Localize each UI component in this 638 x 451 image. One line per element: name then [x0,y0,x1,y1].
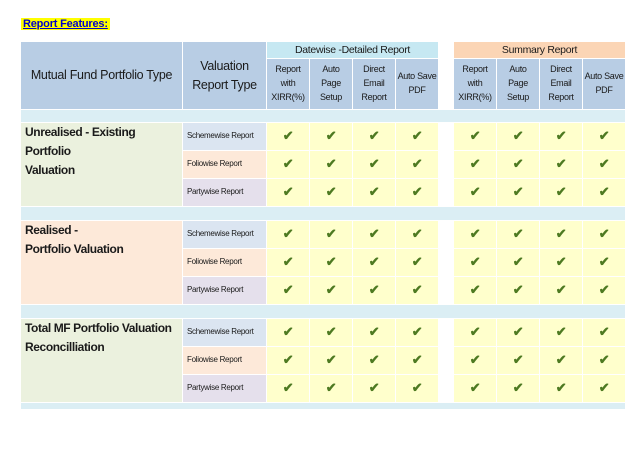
check-mark-icon: ✔ [454,249,497,277]
column-gap [439,151,454,179]
check-mark-icon: ✔ [583,151,626,179]
check-mark-icon: ✔ [540,123,583,151]
check-mark-icon: ✔ [454,221,497,249]
sub-header-pdf: Auto Save PDF [396,59,439,110]
check-mark-icon: ✔ [583,277,626,305]
report-features-table [21,42,624,414]
check-mark-icon: ✔ [583,347,626,375]
group-total-title: Total MF Portfolio Valuation Reconcilliation [21,319,183,403]
check-mark-icon: ✔ [396,179,439,207]
check-mark-icon: ✔ [497,249,540,277]
report-label-foliowise: Foliowise Report [183,249,267,277]
check-mark-icon: ✔ [310,249,353,277]
check-mark-icon: ✔ [396,375,439,403]
check-mark-icon: ✔ [396,277,439,305]
check-mark-icon: ✔ [497,319,540,347]
sub-header-email: Direct Email Report [353,59,396,110]
report-label-schemewise: Schemewise Report [183,221,267,249]
sub-header-page-setup: Auto Page Setup [497,59,540,110]
check-mark-icon: ✔ [396,249,439,277]
check-mark-icon: ✔ [583,375,626,403]
check-mark-icon: ✔ [454,375,497,403]
column-gap [439,347,454,375]
separator-row [21,305,626,319]
check-mark-icon: ✔ [540,347,583,375]
check-mark-icon: ✔ [353,319,396,347]
check-mark-icon: ✔ [353,277,396,305]
check-mark-icon: ✔ [540,151,583,179]
check-mark-icon: ✔ [353,179,396,207]
column-gap [439,123,454,151]
check-mark-icon: ✔ [396,319,439,347]
report-label-schemewise: Schemewise Report [183,123,267,151]
check-mark-icon: ✔ [396,347,439,375]
check-mark-icon: ✔ [583,319,626,347]
check-mark-icon: ✔ [540,375,583,403]
check-mark-icon: ✔ [540,277,583,305]
check-mark-icon: ✔ [454,151,497,179]
check-mark-icon: ✔ [310,123,353,151]
report-label-partywise: Partywise Report [183,277,267,305]
report-features-title: Report Features: [23,18,108,30]
header-gap [439,42,454,110]
check-mark-icon: ✔ [267,249,310,277]
check-mark-icon: ✔ [310,151,353,179]
column-gap [439,319,454,347]
check-mark-icon: ✔ [583,221,626,249]
column-gap [439,221,454,249]
report-label-partywise: Partywise Report [183,375,267,403]
column-gap [439,179,454,207]
check-mark-icon: ✔ [540,221,583,249]
sub-header-xirr: Report with XIRR(%) [454,59,497,110]
check-mark-icon: ✔ [396,151,439,179]
check-mark-icon: ✔ [583,249,626,277]
header-datewise-report: Datewise -Detailed Report [267,42,439,59]
header-summary-report: Summary Report [454,42,626,59]
check-mark-icon: ✔ [310,347,353,375]
check-mark-icon: ✔ [497,123,540,151]
column-gap [439,249,454,277]
check-mark-icon: ✔ [540,179,583,207]
column-gap [439,375,454,403]
check-mark-icon: ✔ [454,179,497,207]
report-label-schemewise: Schemewise Report [183,319,267,347]
header-portfolio-type: Mutual Fund Portfolio Type [21,42,183,110]
check-mark-icon: ✔ [497,375,540,403]
check-mark-icon: ✔ [310,277,353,305]
check-mark-icon: ✔ [353,123,396,151]
check-mark-icon: ✔ [497,151,540,179]
group-realised-title: Realised - Portfolio Valuation [21,221,183,305]
check-mark-icon: ✔ [396,123,439,151]
check-mark-icon: ✔ [497,277,540,305]
header-valuation-report-type: Valuation Report Type [183,42,267,110]
group-unrealised-title: Unrealised - Existing Portfolio Valuation [21,123,183,207]
check-mark-icon: ✔ [267,151,310,179]
check-mark-icon: ✔ [396,221,439,249]
check-mark-icon: ✔ [583,179,626,207]
column-gap [439,277,454,305]
check-mark-icon: ✔ [310,179,353,207]
check-mark-icon: ✔ [540,319,583,347]
check-mark-icon: ✔ [310,221,353,249]
check-mark-icon: ✔ [353,347,396,375]
check-mark-icon: ✔ [267,319,310,347]
check-mark-icon: ✔ [267,221,310,249]
check-mark-icon: ✔ [454,277,497,305]
check-mark-icon: ✔ [583,123,626,151]
check-mark-icon: ✔ [267,179,310,207]
separator-row [21,403,626,410]
check-mark-icon: ✔ [267,123,310,151]
check-mark-icon: ✔ [310,375,353,403]
check-mark-icon: ✔ [454,347,497,375]
check-mark-icon: ✔ [353,151,396,179]
separator-row [21,110,626,123]
check-mark-icon: ✔ [267,347,310,375]
check-mark-icon: ✔ [353,221,396,249]
check-mark-icon: ✔ [540,249,583,277]
sub-header-email: Direct Email Report [540,59,583,110]
report-label-partywise: Partywise Report [183,179,267,207]
report-label-foliowise: Foliowise Report [183,347,267,375]
sub-header-pdf: Auto Save PDF [583,59,626,110]
check-mark-icon: ✔ [267,277,310,305]
check-mark-icon: ✔ [310,319,353,347]
check-mark-icon: ✔ [497,221,540,249]
check-mark-icon: ✔ [497,179,540,207]
sub-header-xirr: Report with XIRR(%) [267,59,310,110]
check-mark-icon: ✔ [454,123,497,151]
sub-header-page-setup: Auto Page Setup [310,59,353,110]
check-mark-icon: ✔ [454,319,497,347]
check-mark-icon: ✔ [353,249,396,277]
check-mark-icon: ✔ [353,375,396,403]
separator-row [21,207,626,221]
check-mark-icon: ✔ [497,347,540,375]
check-mark-icon: ✔ [267,375,310,403]
report-label-foliowise: Foliowise Report [183,151,267,179]
